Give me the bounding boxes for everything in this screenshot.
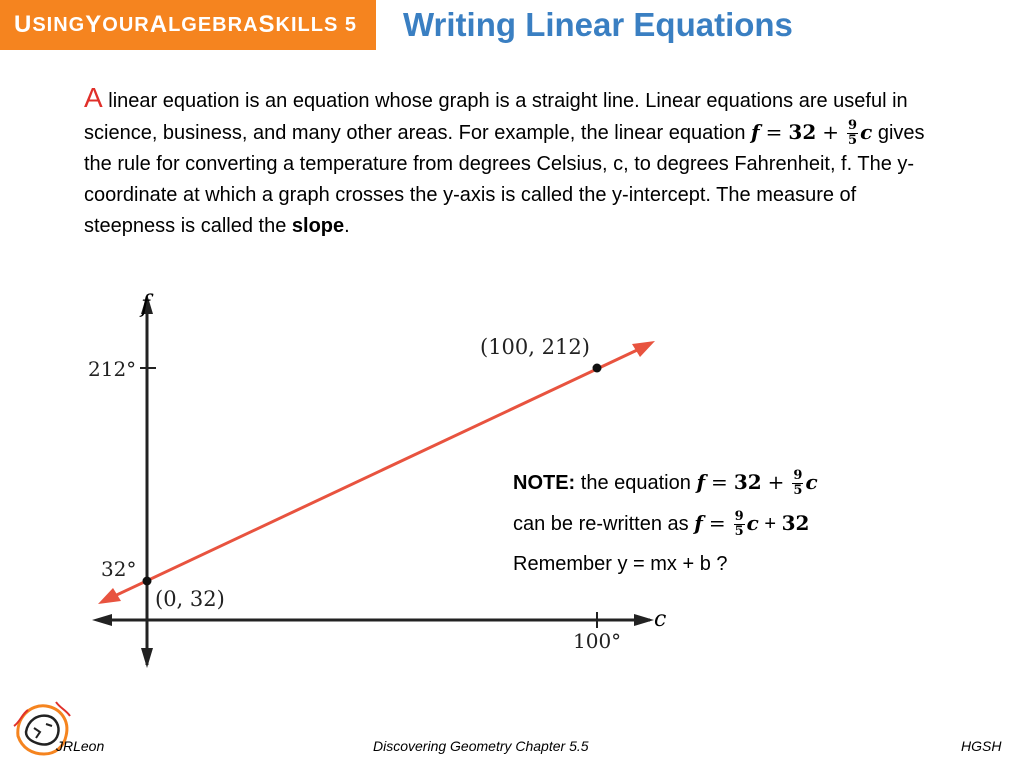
x-axis-arrow-right — [634, 614, 654, 626]
point-label-100-212: (100, 212) — [480, 335, 590, 359]
note-plus: + — [767, 470, 785, 494]
intro-text-1: linear equation is an equation whose graph is a straight line. Linear equations are useful in science, business, and many other areas. For example, the linear equation — [84, 90, 908, 144]
banner-text: LGEBRA — [168, 13, 259, 36]
point-0-32 — [143, 577, 152, 586]
note-line-2 — [513, 503, 933, 544]
note-label: NOTE: — [513, 472, 576, 494]
eq-f: f — [751, 120, 760, 144]
note-f: f — [696, 470, 706, 494]
intro-paragraph — [84, 82, 944, 242]
eq-numerator: 9 — [848, 118, 858, 134]
header-banner — [0, 0, 376, 50]
note-denominator: 5 — [793, 483, 803, 499]
note2-numerator: 9 — [734, 509, 744, 525]
eq-c: c — [860, 120, 873, 144]
eq-equals: = — [765, 120, 783, 144]
slide-title: Writing Linear Equations — [403, 6, 793, 43]
note-block — [513, 462, 933, 584]
y-axis-label: f — [141, 290, 150, 318]
tick-label-32: 32° — [101, 557, 137, 581]
eq-denominator: 5 — [848, 133, 858, 149]
footer-author: JRLeon — [56, 738, 105, 754]
note-c: c — [805, 470, 818, 494]
footer-school: HGSH — [961, 738, 1002, 754]
note2-fraction — [734, 510, 745, 539]
note2-32: 32 — [781, 511, 810, 535]
note2-denominator: 5 — [734, 524, 744, 540]
x-axis-arrow-left — [92, 614, 112, 626]
intro-text-2: gives the rule for converting a temperature from degrees Celsius, c, to degrees Fahrenheit, f. The y-coordinate at which a graph crosses the y-axis is called the y-intercept. The measure of steepness is called the — [84, 122, 925, 237]
note-text-1: the equation — [575, 472, 697, 494]
banner-letter: S — [258, 11, 276, 38]
footer-course: Discovering Geometry Chapter 5.5 — [373, 738, 589, 754]
note2-c: c — [746, 511, 759, 535]
eq-plus: + — [822, 120, 840, 144]
banner-text: OUR — [102, 13, 150, 36]
line-arrow-up — [632, 341, 655, 357]
note-fraction — [792, 469, 803, 498]
x-axis-label: c — [654, 607, 667, 632]
note-32: 32 — [733, 470, 762, 494]
note-numerator: 9 — [793, 468, 803, 484]
dropcap: A — [84, 82, 103, 113]
note2-f: f — [694, 511, 703, 535]
y-axis-arrow-down — [141, 648, 153, 668]
slope-word: slope — [291, 215, 345, 237]
note2-equals: = — [708, 511, 726, 535]
tick-label-212: 212° — [88, 357, 137, 381]
intro-text-3: . — [344, 215, 350, 237]
point-100-212 — [593, 364, 602, 373]
note-text-2: can be re-written as — [513, 513, 695, 535]
eq-32: 32 — [788, 120, 817, 144]
line-arrow-down — [98, 588, 121, 604]
note-equals: = — [711, 470, 728, 494]
banner-letter: U — [14, 11, 33, 38]
tick-label-100: 100° — [573, 629, 622, 653]
point-label-0-32: (0, 32) — [155, 587, 225, 611]
note-line-1 — [513, 462, 933, 503]
banner-text: KILLS 5 — [275, 13, 357, 36]
eq-fraction — [847, 119, 858, 148]
note2-plus: + — [758, 513, 782, 535]
banner-letter: A — [149, 11, 169, 38]
banner-letter: Y — [85, 11, 103, 38]
note-line-3: Remember y = mx + b ? — [513, 553, 728, 575]
banner-text: SING — [32, 13, 86, 36]
